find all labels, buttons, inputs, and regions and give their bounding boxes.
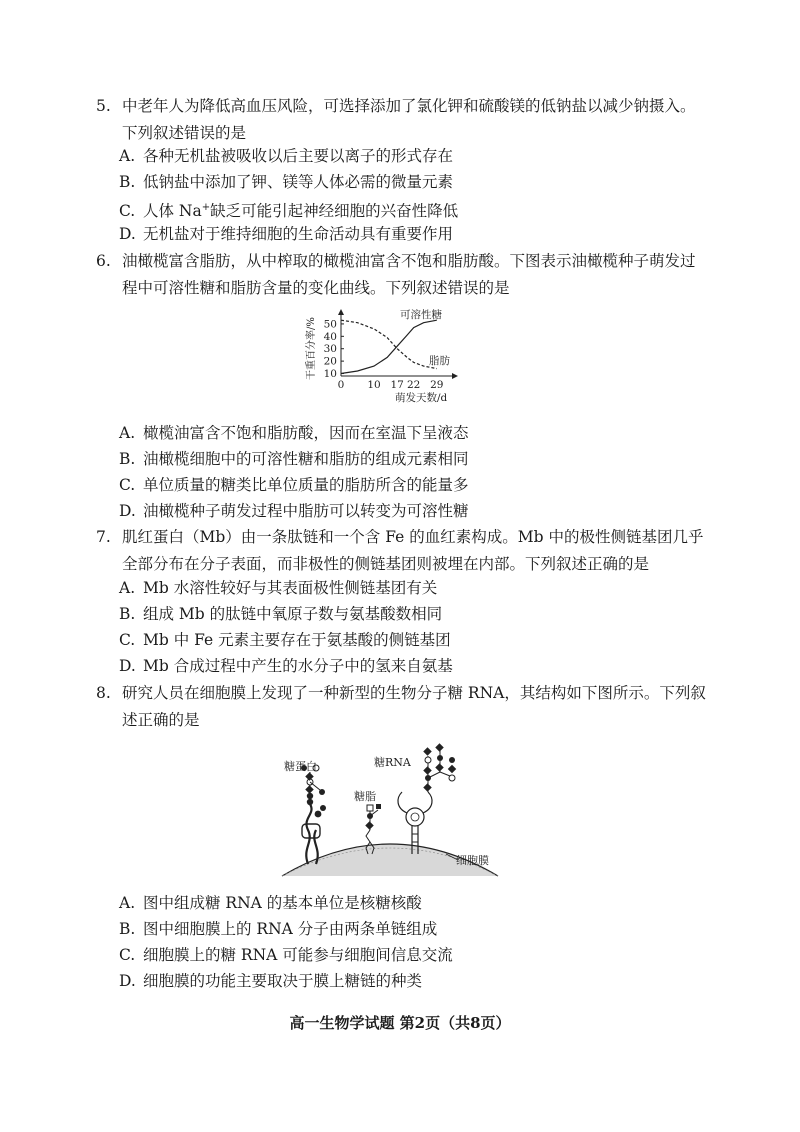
question-5-line-2: 下列叙述错误的是 [122,124,247,142]
question-6-line-1: 油橄榄富含脂肪，从中榨取的橄榄油富含不饱和脂肪酸。下图表示油橄榄种子萌发过 [122,252,696,270]
question-6-option-a[interactable]: A. 橄榄油富含不饱和脂肪酸，因而在室温下呈液态 [119,424,469,442]
question-6-chart [295,302,470,410]
question-7-line-1: 肌红蛋白（Mb）由一条肽链和一个含 Fe 的血红素构成。Mb 中的极性侧链基团几乎 [122,528,704,546]
question-5-option-c[interactable]: C. 人体 Na+缺乏可能引起神经细胞的兴奋性降低 [119,202,459,221]
question-6-option-c[interactable]: C. 单位质量的糖类比单位质量的脂肪所含的能量多 [119,476,469,494]
question-8-line-2: 述正确的是 [122,711,200,729]
question-8-membrane-diagram [270,742,510,880]
question-7-option-a[interactable]: A. Mb 水溶性较好与其表面极性侧链基团有关 [119,579,438,597]
chart-y-tick-label: 10 [323,368,337,381]
question-7-option-c[interactable]: C. Mb 中 Fe 元素主要存在于氨基酸的侧链基团 [119,631,451,649]
chart-x-tick-label: 0 [337,379,345,391]
question-7-option-d[interactable]: D. Mb 合成过程中产生的水分子中的氢来自氨基 [119,657,453,675]
question-6-line-2: 程中可溶性糖和脂肪含量的变化曲线。下列叙述错误的是 [122,279,510,297]
chart-x-tick-label: 17 [390,379,404,391]
glycoprotein-label: 糖蛋白 [284,760,317,773]
question-5-line-1: 中老年人为降低高血压风险，可选择添加了氯化钾和硫酸镁的低钠盐以减少钠摄入。 [122,97,696,115]
chart-y-axis-label: 干重百分率/% [306,317,317,380]
chart-y-tick-label: 20 [323,355,337,368]
question-8-number: 8. [96,684,111,702]
question-8-option-c[interactable]: C. 细胞膜上的糖 RNA 可能参与细胞间信息交流 [119,946,453,964]
chart-legend-soluble-sugar: 可溶性糖 [400,309,442,321]
chart-x-axis-label: 萌发天数/d [395,392,448,404]
question-5-option-d[interactable]: D. 无机盐对于维持细胞的生命活动具有重要作用 [119,225,454,243]
question-6-option-d[interactable]: D. 油橄榄种子萌发过程中脂肪可以转变为可溶性糖 [119,502,469,520]
chart-legend-fat: 脂肪 [429,355,450,367]
question-8-option-a[interactable]: A. 图中组成糖 RNA 的基本单位是核糖核酸 [119,894,422,912]
chart-y-tick-label: 40 [323,330,337,343]
question-8-stem [96,680,706,734]
question-7-line-2: 全部分布在分子表面，而非极性的侧链基团则被埋在内部。下列叙述正确的是 [122,555,650,573]
question-8-line-1: 研究人员在细胞膜上发现了一种新型的生物分子糖 RNA，其结构如下图所示。下列叙 [122,684,706,702]
page-footer: 高一生物学试题 第2页（共8页） [289,1014,511,1032]
chart-y-tick-label: 30 [323,343,337,356]
question-8-option-d[interactable]: D. 细胞膜的功能主要取决于膜上糖链的种类 [119,972,423,990]
question-5-option-a[interactable]: A. 各种无机盐被吸收以后主要以离子的形式存在 [119,147,454,165]
chart-x-tick-label: 10 [367,379,381,391]
glycolipid-label: 糖脂 [354,790,376,803]
question-6-option-b[interactable]: B. 油橄榄细胞中的可溶性糖和脂肪的组成元素相同 [119,450,469,468]
question-5-option-b[interactable]: B. 低钠盐中添加了钾、镁等人体必需的微量元素 [119,173,454,191]
chart-series-fat-line [341,320,437,368]
question-8-option-b[interactable]: B. 图中细胞膜上的 RNA 分子由两条单链组成 [119,920,438,938]
question-7-stem [96,524,704,578]
chart-x-tick-label: 22 [406,379,421,391]
question-6-number: 6. [96,252,111,270]
question-6-stem [96,248,700,302]
question-7-option-b[interactable]: B. 组成 Mb 的肽链中氧原子数与氨基酸数相同 [119,605,443,623]
glycorna-label: 糖RNA [374,756,411,769]
question-7-number: 7. [96,528,111,546]
glycoprotein-structure [301,765,326,864]
question-5-stem [96,93,700,147]
cell-membrane-label: 细胞膜 [456,854,489,867]
chart-x-tick-label: 29 [430,379,444,391]
question-5-number: 5. [96,97,111,115]
chart-y-tick-label: 50 [323,318,337,331]
